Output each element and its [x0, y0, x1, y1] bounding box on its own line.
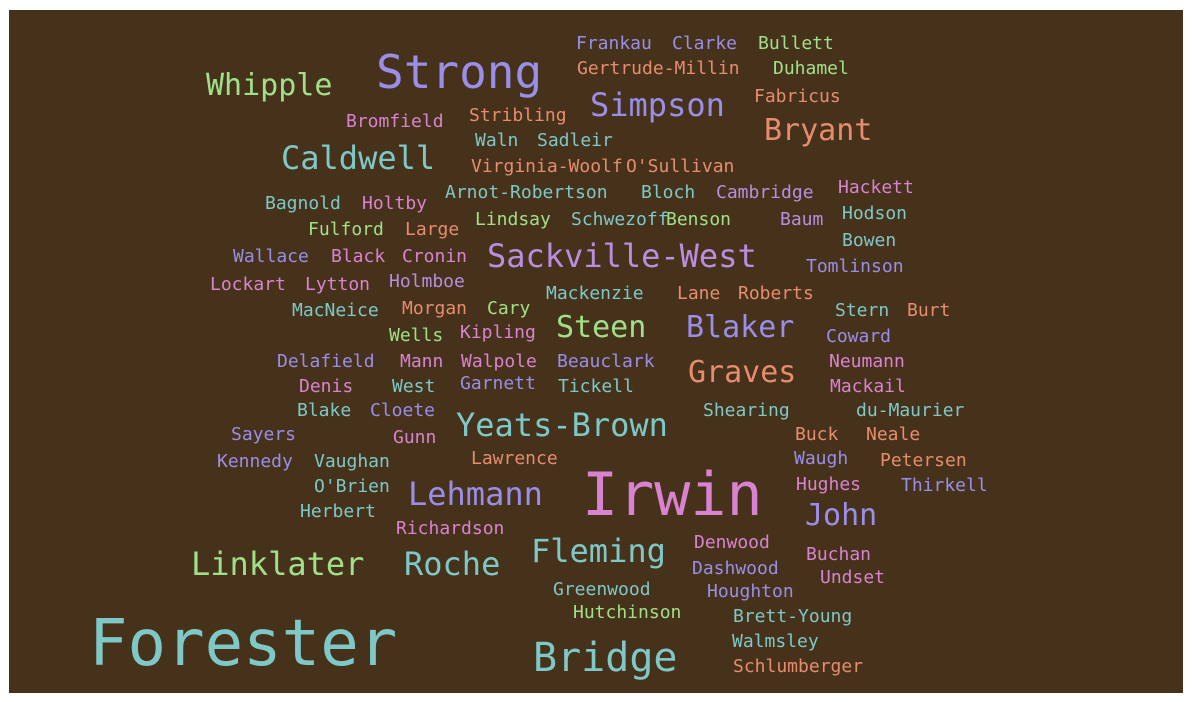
word-hackett: Hackett	[838, 177, 914, 198]
word-macneice: MacNeice	[292, 300, 379, 321]
word-beauclark: Beauclark	[557, 351, 655, 372]
word-virginia-woolf: Virginia-Woolf	[471, 156, 623, 177]
word-cambridge: Cambridge	[716, 182, 814, 203]
word-thirkell: Thirkell	[901, 475, 988, 496]
word-cary: Cary	[487, 298, 531, 319]
word-lehmann: Lehmann	[408, 475, 543, 513]
word-richardson: Richardson	[396, 518, 505, 539]
word-lane: Lane	[677, 283, 721, 304]
word-steen: Steen	[556, 310, 647, 345]
word-bowen: Bowen	[842, 230, 897, 251]
word-bryant: Bryant	[764, 113, 873, 148]
word-shearing: Shearing	[703, 400, 790, 421]
word-lawrence: Lawrence	[471, 448, 558, 469]
word-denis: Denis	[299, 376, 354, 397]
word-bloch: Bloch	[641, 182, 696, 203]
word-mackenzie: Mackenzie	[546, 283, 644, 304]
word-blake: Blake	[297, 400, 352, 421]
word-tomlinson: Tomlinson	[806, 256, 904, 277]
word-kennedy: Kennedy	[217, 451, 293, 472]
word-garnett: Garnett	[460, 373, 536, 394]
word-bullett: Bullett	[758, 33, 834, 54]
word-strong: Strong	[376, 45, 543, 99]
word-large: Large	[405, 219, 460, 240]
word-schlumberger: Schlumberger	[733, 656, 864, 677]
word-irwin: Irwin	[582, 460, 763, 530]
word-linklater: Linklater	[191, 545, 365, 583]
word-brett-young: Brett-Young	[733, 606, 853, 627]
word-yeats-brown: Yeats-Brown	[456, 406, 668, 444]
word-wallace: Wallace	[233, 246, 309, 267]
word-roche: Roche	[404, 545, 501, 583]
word-frankau: Frankau	[576, 33, 652, 54]
word-graves: Graves	[688, 355, 797, 390]
word-duhamel: Duhamel	[773, 58, 849, 79]
word-houghton: Houghton	[707, 581, 794, 602]
word-o-sullivan: O'Sullivan	[626, 156, 735, 177]
word-hutchinson: Hutchinson	[573, 602, 682, 623]
word-baum: Baum	[780, 209, 824, 230]
word-tickell: Tickell	[558, 376, 634, 397]
word-roberts: Roberts	[738, 283, 814, 304]
word-buchan: Buchan	[806, 544, 872, 565]
word-denwood: Denwood	[694, 532, 770, 553]
word-gertrude-millin: Gertrude-Millin	[577, 58, 740, 79]
word-vaughan: Vaughan	[314, 451, 390, 472]
word-dashwood: Dashwood	[692, 558, 779, 579]
word-lockart: Lockart	[210, 274, 286, 295]
word-kipling: Kipling	[460, 322, 536, 343]
word-stribling: Stribling	[469, 105, 567, 126]
word-bridge: Bridge	[533, 635, 678, 681]
word-mackail: Mackail	[830, 376, 906, 397]
word-blaker: Blaker	[686, 310, 795, 345]
word-waln: Waln	[475, 130, 519, 151]
word-neumann: Neumann	[829, 351, 905, 372]
word-sayers: Sayers	[231, 424, 297, 445]
word-clarke: Clarke	[672, 33, 738, 54]
word-west: West	[392, 376, 436, 397]
word-morgan: Morgan	[402, 298, 468, 319]
word-hughes: Hughes	[796, 474, 862, 495]
word-cronin: Cronin	[402, 246, 468, 267]
word-cloud-panel	[9, 10, 1183, 693]
word-holmboe: Holmboe	[389, 271, 465, 292]
word-petersen: Petersen	[880, 450, 967, 471]
word-coward: Coward	[826, 326, 892, 347]
word-walpole: Walpole	[461, 351, 537, 372]
word-fleming: Fleming	[531, 532, 666, 570]
word-waugh: Waugh	[794, 448, 849, 469]
word-forester: Forester	[89, 607, 398, 681]
word-lytton: Lytton	[305, 274, 371, 295]
word-neale: Neale	[866, 424, 921, 445]
word-bromfield: Bromfield	[346, 111, 444, 132]
word-o-brien: O'Brien	[314, 476, 390, 497]
word-holtby: Holtby	[362, 193, 428, 214]
word-caldwell: Caldwell	[281, 139, 436, 177]
word-schwezoff: Schwezoff	[571, 209, 669, 230]
word-stern: Stern	[835, 300, 890, 321]
word-benson: Benson	[666, 209, 732, 230]
word-fulford: Fulford	[308, 219, 384, 240]
word-greenwood: Greenwood	[553, 579, 651, 600]
word-lindsay: Lindsay	[475, 209, 551, 230]
word-delafield: Delafield	[277, 351, 375, 372]
word-arnot-robertson: Arnot-Robertson	[445, 182, 608, 203]
word-gunn: Gunn	[393, 427, 437, 448]
word-john: John	[805, 498, 878, 533]
word-walmsley: Walmsley	[732, 631, 819, 652]
word-simpson: Simpson	[590, 86, 725, 124]
word-sadleir: Sadleir	[537, 130, 613, 151]
word-undset: Undset	[820, 567, 886, 588]
word-du-maurier: du-Maurier	[856, 400, 965, 421]
word-herbert: Herbert	[300, 501, 376, 522]
word-bagnold: Bagnold	[265, 193, 341, 214]
word-black: Black	[331, 246, 386, 267]
word-cloete: Cloete	[370, 400, 436, 421]
word-whipple: Whipple	[206, 68, 333, 103]
word-mann: Mann	[400, 351, 444, 372]
word-fabricus: Fabricus	[754, 86, 841, 107]
word-wells: Wells	[389, 325, 444, 346]
word-sackville-west: Sackville-West	[487, 237, 757, 275]
word-burt: Burt	[907, 300, 951, 321]
word-hodson: Hodson	[842, 203, 908, 224]
word-buck: Buck	[795, 424, 839, 445]
